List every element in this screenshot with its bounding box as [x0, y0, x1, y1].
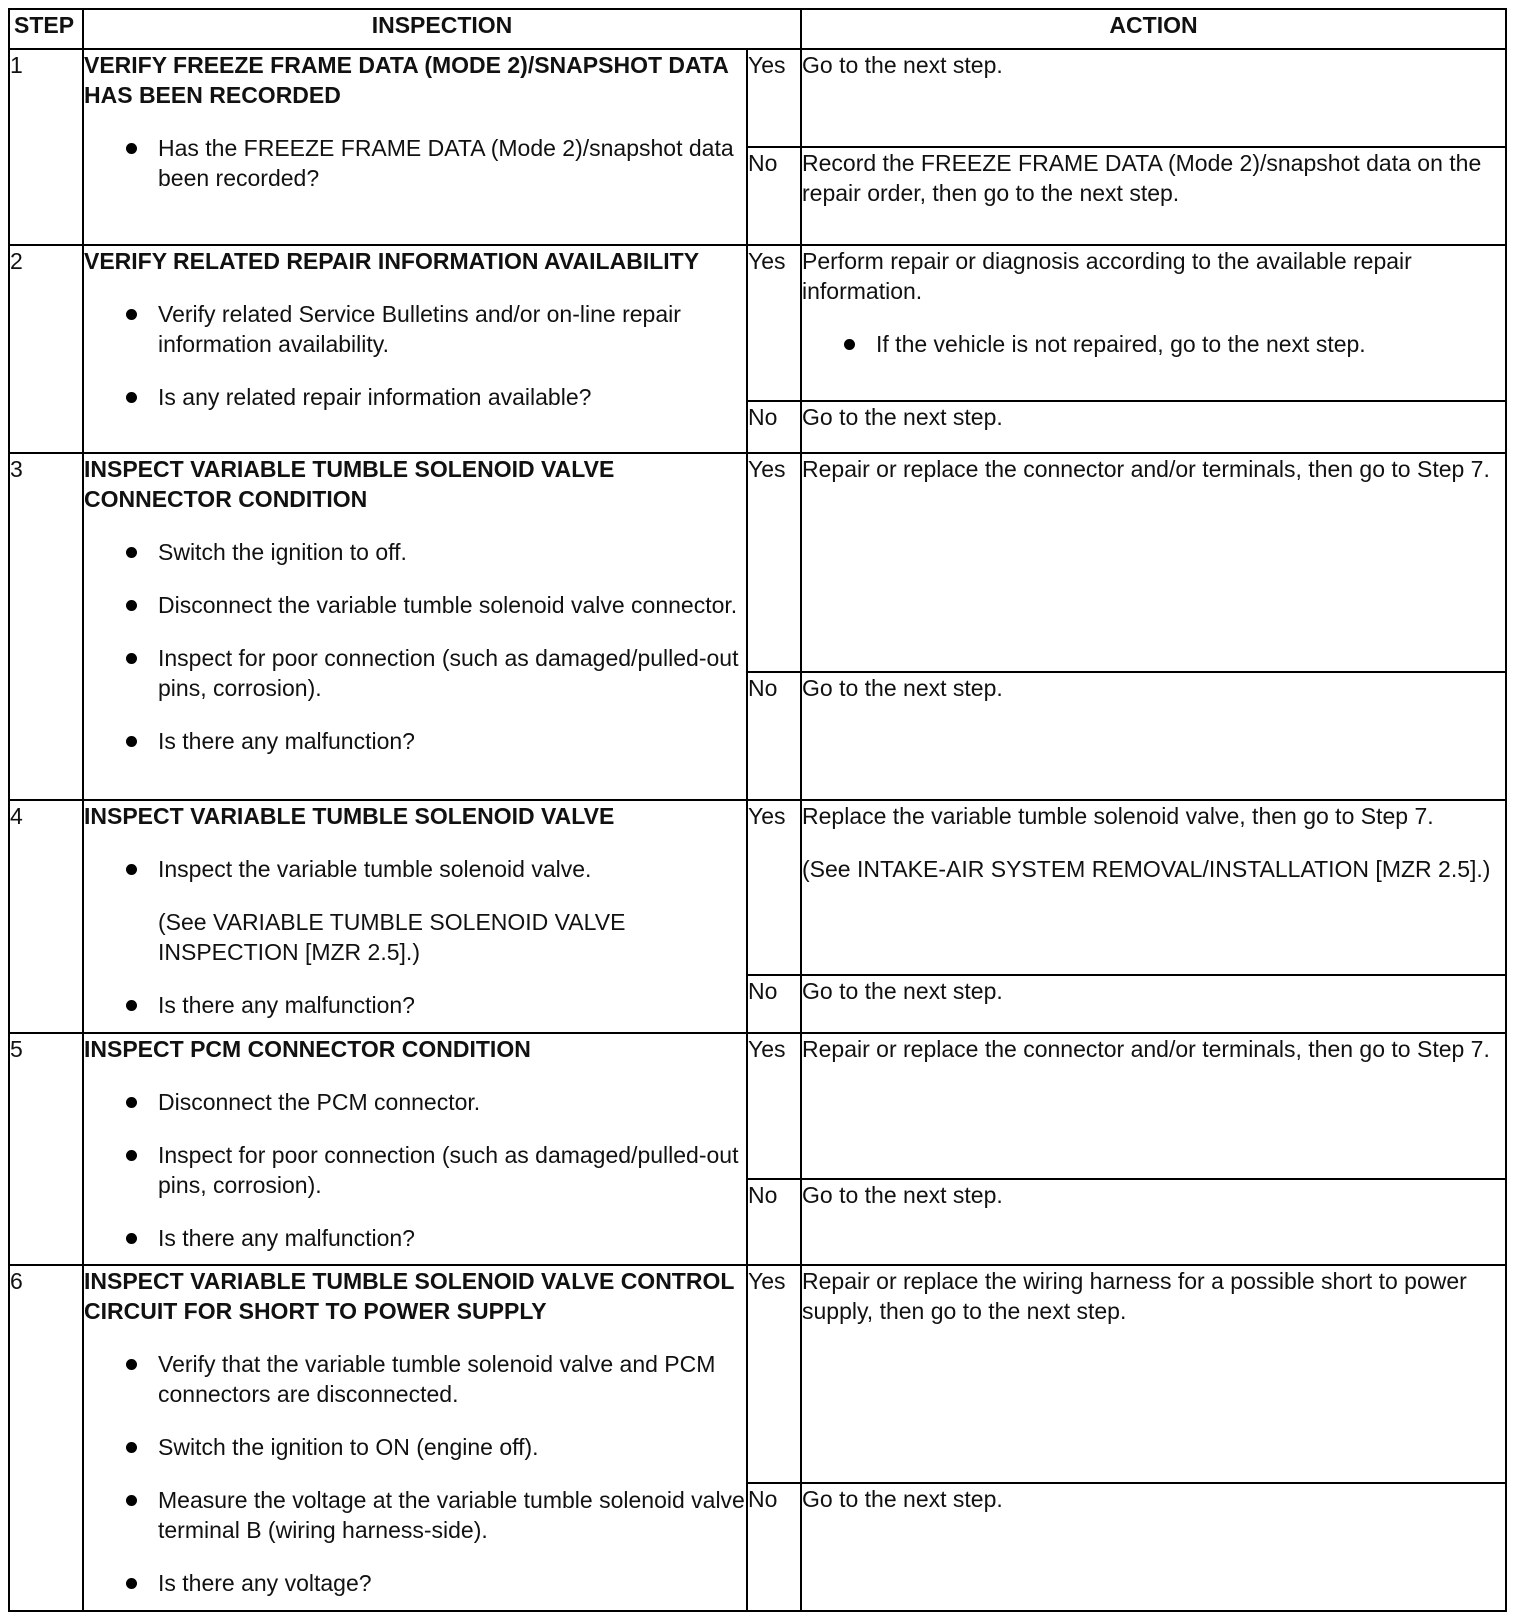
inspection-bullet: Inspect for poor connection (such as damaged/pulled-out pins, corrosion).	[84, 643, 746, 703]
header-inspection: INSPECTION	[83, 9, 801, 49]
no-action	[801, 1483, 1506, 1611]
yes-action-text: Go to the next step.	[802, 52, 1003, 78]
no-label: No	[747, 672, 801, 800]
no-action-text: Go to the next step.	[802, 1182, 1003, 1208]
yes-action-reference-note: (See INTAKE-AIR SYSTEM REMOVAL/INSTALLATION [MZR 2.5].)	[802, 856, 1491, 882]
inspection-title: INSPECT VARIABLE TUMBLE SOLENOID VALVE CONNECTOR CONDITION	[84, 456, 615, 512]
inspection-bullet: Disconnect the variable tumble solenoid valve connector.	[84, 590, 746, 620]
inspection-bullet: Is any related repair information available?	[84, 382, 746, 412]
inspection-bullet: Is there any malfunction?	[84, 1223, 746, 1253]
yes-label: Yes	[747, 1265, 801, 1483]
inspection-cell	[83, 1033, 747, 1265]
no-label: No	[747, 1483, 801, 1611]
no-action	[801, 147, 1506, 245]
no-action-text: Go to the next step.	[802, 404, 1003, 430]
yes-action-text: Repair or replace the connector and/or terminals, then go to Step 7.	[802, 1036, 1490, 1062]
inspection-bullet: Is there any malfunction?	[84, 726, 746, 756]
inspection-title: VERIFY RELATED REPAIR INFORMATION AVAILABILITY	[84, 248, 700, 274]
inspection-cell	[83, 49, 747, 245]
inspection-bullet: Has the FREEZE FRAME DATA (Mode 2)/snapshot data been recorded?	[84, 133, 746, 193]
inspection-cell	[83, 245, 747, 453]
no-label: No	[747, 1179, 801, 1265]
yes-action	[801, 1265, 1506, 1483]
no-action	[801, 1179, 1506, 1265]
step-2-yes-row	[9, 245, 1506, 401]
no-action	[801, 401, 1506, 453]
diagnostic-table	[8, 8, 1507, 1612]
no-action	[801, 672, 1506, 800]
inspection-bullet: Switch the ignition to off.	[84, 537, 746, 567]
no-action-text: Go to the next step.	[802, 1486, 1003, 1512]
step-number: 4	[9, 800, 83, 1033]
inspection-reference-note: (See VARIABLE TUMBLE SOLENOID VALVE INSPECTION [MZR 2.5].)	[158, 909, 626, 965]
step-number: 2	[9, 245, 83, 453]
yes-action-bullet: If the vehicle is not repaired, go to the next step.	[802, 329, 1505, 359]
yes-label: Yes	[747, 1033, 801, 1179]
yes-action-text: Perform repair or diagnosis according to the available repair information.	[802, 248, 1412, 304]
inspection-cell	[83, 453, 747, 800]
yes-action-text: Repair or replace the connector and/or terminals, then go to Step 7.	[802, 456, 1490, 482]
no-action-text: Record the FREEZE FRAME DATA (Mode 2)/snapshot data on the repair order, then go to the next step.	[802, 150, 1482, 206]
inspection-title: INSPECT VARIABLE TUMBLE SOLENOID VALVE CONTROL CIRCUIT FOR SHORT TO POWER SUPPLY	[84, 1268, 734, 1324]
inspection-title: INSPECT PCM CONNECTOR CONDITION	[84, 1036, 531, 1062]
step-number: 5	[9, 1033, 83, 1265]
header-action: ACTION	[801, 9, 1506, 49]
inspection-bullet: Inspect for poor connection (such as damaged/pulled-out pins, corrosion).	[84, 1140, 746, 1200]
inspection-cell	[83, 1265, 747, 1611]
no-action-text: Go to the next step.	[802, 675, 1003, 701]
header-step: STEP	[9, 9, 83, 49]
step-5-yes-row	[9, 1033, 1506, 1179]
inspection-title: VERIFY FREEZE FRAME DATA (MODE 2)/SNAPSHOT DATA HAS BEEN RECORDED	[84, 52, 729, 108]
step-4-yes-row	[9, 800, 1506, 975]
yes-action	[801, 453, 1506, 672]
yes-action-text: Repair or replace the wiring harness for a possible short to power supply, then go to the next step.	[802, 1268, 1467, 1324]
inspection-bullet: Switch the ignition to ON (engine off).	[84, 1432, 746, 1462]
inspection-bullet: Disconnect the PCM connector.	[84, 1087, 746, 1117]
yes-action	[801, 1033, 1506, 1179]
yes-action	[801, 800, 1506, 975]
step-3-yes-row	[9, 453, 1506, 672]
step-number: 1	[9, 49, 83, 245]
step-number: 6	[9, 1265, 83, 1611]
header-row	[9, 9, 1506, 49]
inspection-bullet: Measure the voltage at the variable tumble solenoid valve terminal B (wiring harness-side).	[84, 1485, 746, 1545]
step-6-yes-row	[9, 1265, 1506, 1483]
inspection-title: INSPECT VARIABLE TUMBLE SOLENOID VALVE	[84, 803, 615, 829]
no-action	[801, 975, 1506, 1033]
step-1-yes-row	[9, 49, 1506, 147]
no-action-text: Go to the next step.	[802, 978, 1003, 1004]
yes-label: Yes	[747, 800, 801, 975]
inspection-bullet: Verify that the variable tumble solenoid valve and PCM connectors are disconnected.	[84, 1349, 746, 1409]
yes-label: Yes	[747, 49, 801, 147]
no-label: No	[747, 975, 801, 1033]
inspection-bullet: Is there any voltage?	[84, 1568, 746, 1598]
inspection-cell	[83, 800, 747, 1033]
no-label: No	[747, 401, 801, 453]
yes-action	[801, 49, 1506, 147]
yes-action-text: Replace the variable tumble solenoid valve, then go to Step 7.	[802, 803, 1434, 829]
inspection-bullet: Inspect the variable tumble solenoid valve.	[84, 854, 746, 884]
step-number: 3	[9, 453, 83, 800]
yes-action	[801, 245, 1506, 401]
no-label: No	[747, 147, 801, 245]
inspection-bullet: Verify related Service Bulletins and/or on-line repair information availability.	[84, 299, 746, 359]
yes-label: Yes	[747, 245, 801, 401]
inspection-bullet: Is there any malfunction?	[84, 990, 746, 1020]
yes-label: Yes	[747, 453, 801, 672]
